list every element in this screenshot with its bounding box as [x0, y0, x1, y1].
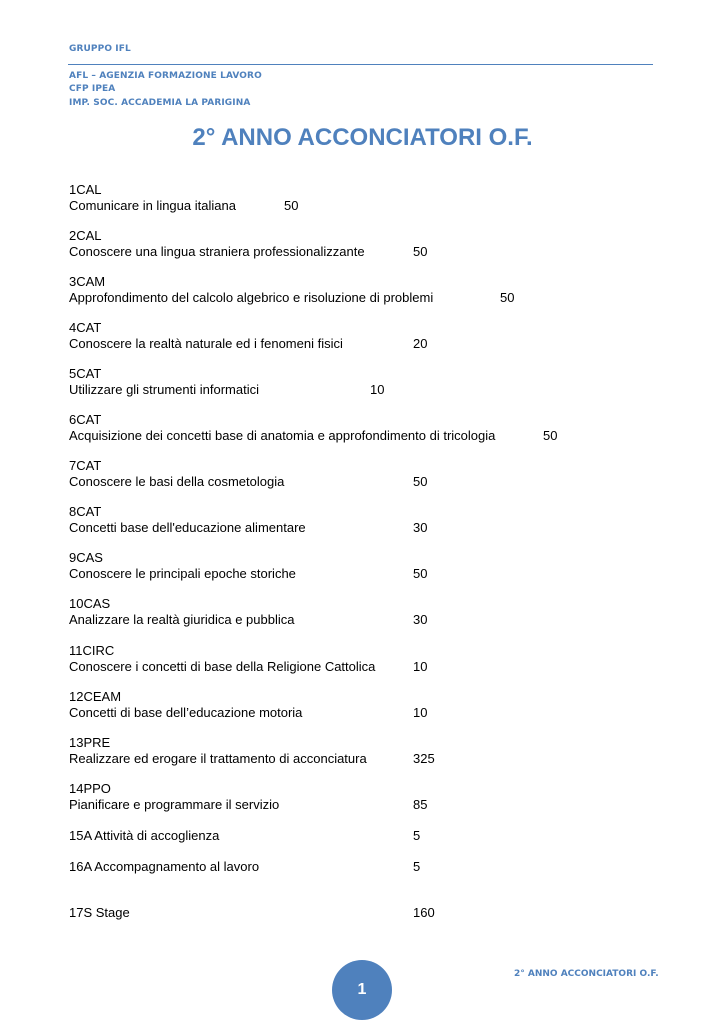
activity-label: 17S Stage: [69, 905, 130, 920]
module-code: 5CAT: [69, 366, 102, 381]
module-entry: [69, 643, 428, 675]
module-hours: 50: [413, 566, 428, 581]
module-description: Conoscere i concetti di base della Religione Cattolica: [69, 659, 376, 674]
module-hours: 50: [500, 290, 515, 305]
activity-label: 15A Attività di accoglienza: [69, 828, 220, 843]
module-code: 7CAT: [69, 458, 102, 473]
module-description: Acquisizione dei concetti base di anatomia e approfondimento di tricologia: [69, 428, 496, 443]
module-entry: [69, 504, 428, 536]
module-code: 1CAL: [69, 182, 102, 197]
activity-hours: 5: [413, 828, 421, 843]
module-code: 14PPO: [69, 781, 111, 796]
module-hours: 10: [413, 705, 428, 720]
activity-entry: [69, 828, 421, 844]
module-hours: 50: [413, 474, 428, 489]
module-entry: [69, 366, 385, 398]
module-description: Realizzare ed erogare il trattamento di acconciatura: [69, 751, 367, 766]
module-entry: [69, 228, 428, 260]
module-description: Analizzare la realtà giuridica e pubblica: [69, 612, 295, 627]
module-entry: [69, 596, 428, 628]
activity-label: 16A Accompagnamento al lavoro: [69, 859, 260, 874]
module-description: Utilizzare gli strumenti informatici: [69, 382, 259, 397]
module-hours: 50: [413, 244, 428, 259]
module-description: Conoscere una lingua straniera professionalizzante: [69, 244, 365, 259]
module-hours: 85: [413, 797, 428, 812]
module-description: Pianificare e programmare il servizio: [69, 797, 280, 812]
module-code: 6CAT: [69, 412, 102, 427]
activity-entry: [69, 859, 421, 875]
module-code: 10CAS: [69, 596, 111, 611]
module-hours: 10: [370, 382, 385, 397]
module-entry: [69, 274, 515, 306]
module-code: 3CAM: [69, 274, 106, 289]
header-rule: [68, 64, 653, 65]
module-code: 4CAT: [69, 320, 102, 335]
module-code: 9CAS: [69, 550, 103, 565]
module-hours: 20: [413, 336, 428, 351]
org-line-3: IMP. SOC. ACCADEMIA LA PARIGINA: [69, 98, 251, 108]
module-description: Conoscere la realtà naturale ed i fenomeni fisici: [69, 336, 343, 351]
page-number: 1: [357, 981, 367, 998]
module-code: 11CIRC: [69, 643, 115, 658]
module-hours: 325: [413, 751, 435, 766]
page-number-badge: [332, 960, 392, 1020]
module-hours: 10: [413, 659, 428, 674]
footer-title: 2° ANNO ACCONCIATORI O.F.: [514, 969, 659, 979]
module-entry: [69, 320, 428, 352]
document-title: 2° ANNO ACCONCIATORI O.F.: [192, 124, 533, 151]
module-code: 2CAL: [69, 228, 102, 243]
module-description: Comunicare in lingua italiana: [69, 198, 236, 213]
module-description: Conoscere le basi della cosmetologia: [69, 474, 285, 489]
module-hours: 30: [413, 520, 428, 535]
module-hours: 50: [284, 198, 299, 213]
module-entry: [69, 412, 558, 444]
module-description: Concetti di base dell’educazione motoria: [69, 705, 303, 720]
module-description: Conoscere le principali epoche storiche: [69, 566, 296, 581]
org-line-1: AFL – AGENZIA FORMAZIONE LAVORO: [69, 71, 262, 81]
module-code: 8CAT: [69, 504, 102, 519]
module-code: 12CEAM: [69, 689, 122, 704]
activity-hours: 5: [413, 859, 421, 874]
activity-hours: 160: [413, 905, 435, 920]
activity-entry: [69, 905, 435, 921]
module-entry: [69, 781, 428, 813]
module-entry: [69, 550, 428, 582]
module-hours: 30: [413, 612, 428, 627]
module-entry: [69, 689, 428, 721]
org-line-2: CFP IPEA: [69, 84, 116, 94]
module-description: Concetti base dell'educazione alimentare: [69, 520, 306, 535]
group-name: GRUPPO IFL: [69, 44, 131, 54]
module-entry: [69, 735, 435, 767]
module-code: 13PRE: [69, 735, 111, 750]
module-entry: [69, 458, 428, 490]
module-entry: [69, 182, 299, 214]
module-hours: 50: [543, 428, 558, 443]
module-description: Approfondimento del calcolo algebrico e risoluzione di problemi: [69, 290, 434, 305]
